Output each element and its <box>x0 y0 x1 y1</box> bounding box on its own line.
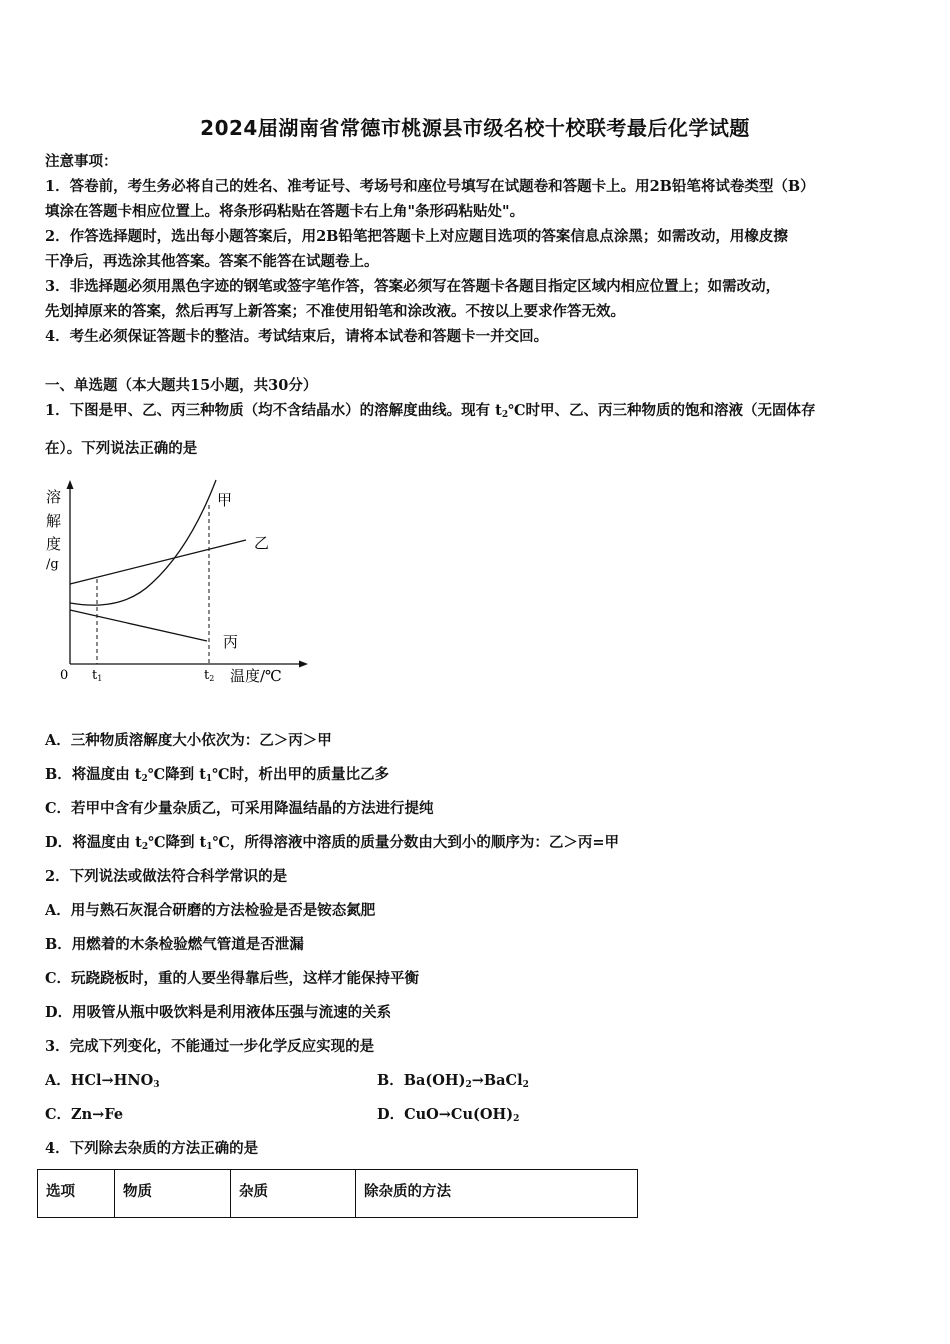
q3-option-d: D．$CuO\to Cu(OH)_2$ <box>377 1106 520 1124</box>
table-header-cell: 物质 <box>115 1170 231 1218</box>
q2-option-b: B．用燃着的木条检验燃气管道是否泄漏 <box>45 936 304 953</box>
q1-option-b: B．将温度由 $t_2℃$降到 $t_1℃$时，析出甲的质量比乙多 <box>45 766 390 784</box>
q2-stem: 2．下列说法或做法符合科学常识的是 <box>45 868 288 885</box>
q1-option-c: C．若甲中含有少量杂质乙，可采用降温结晶的方法进行提纯 <box>45 800 434 817</box>
q4-table <box>37 1169 638 1218</box>
y-axis-arrow <box>67 480 74 489</box>
section-heading: 一、单选题（本大题共15小题，共30分） <box>45 377 318 394</box>
q1-stem-line1: 1．下图是甲、乙、丙三种物质（均不含结晶水）的溶解度曲线。现有 $t_2℃$时甲、乙、丙三种物质的饱和溶液（无固体存 <box>45 402 816 420</box>
x-axis-arrow <box>299 661 308 668</box>
page-title: 2024届湖南省常德市桃源县市级名校十校联考最后化学试题 <box>200 116 750 140</box>
table-header-cell: 选项 <box>38 1170 115 1218</box>
q1-stem-line2: 在）。下列说法正确的是 <box>45 440 198 457</box>
notice-line: 先划掉原来的答案，然后再写上新答案；不准使用铅笔和涂改液。不按以上要求作答无效。 <box>45 303 625 320</box>
y-label-char: 解 <box>46 512 62 530</box>
notice-line: 2．作答选择题时，选出每小题答案后，用2B铅笔把答题卡上对应题目选项的答案信息点涂黑；如需改动，用橡皮擦 <box>45 228 788 245</box>
series-label-bing: 丙 <box>223 633 239 651</box>
notice-line: 4．考生必须保证答题卡的整洁。考试结束后，请将本试卷和答题卡一并交回。 <box>45 328 549 345</box>
q3-option-c: C．Zn→Fe <box>45 1106 124 1123</box>
q2-option-d: D．用吸管从瓶中吸饮料是利用液体压强与流速的关系 <box>45 1004 392 1021</box>
curve-bing <box>70 610 207 641</box>
notice-line: 干净后，再选涂其他答案。答案不能答在试题卷上。 <box>45 253 379 270</box>
series-label-jia: 甲 <box>217 491 233 509</box>
solubility-chart <box>40 478 320 693</box>
q3-stem: 3．完成下列变化，不能通过一步化学反应实现的是 <box>45 1038 375 1055</box>
q1-option-d: D．将温度由 $t_2℃$降到 $t_1℃$，所得溶液中溶质的质量分数由大到小的顺序为：乙＞丙=甲 <box>45 834 620 852</box>
notice-line: 填涂在答题卡相应位置上。将条形码粘贴在答题卡右上角"条形码粘贴处"。 <box>45 203 525 220</box>
y-label-char: 溶 <box>46 488 62 506</box>
table-header-row <box>38 1170 638 1218</box>
q2-option-a: A．用与熟石灰混合研磨的方法检验是否是铵态氮肥 <box>45 902 376 919</box>
x-tick-t2: t2 <box>204 668 215 683</box>
notice-line: 3．非选择题必须用黑色字迹的钢笔或签字笔作答，答案必须写在答题卡各题目指定区域内相应位置上；如需改动， <box>45 278 781 295</box>
origin-label: 0 <box>60 668 69 683</box>
notice-heading: 注意事项： <box>45 153 118 170</box>
y-label-char: /g <box>46 557 59 572</box>
series-label-yi: 乙 <box>254 534 270 552</box>
q1-option-a: A．三种物质溶解度大小依次为：乙＞丙＞甲 <box>45 732 332 749</box>
q4-stem: 4．下列除去杂质的方法正确的是 <box>45 1140 259 1157</box>
notice-line: 1．答卷前，考生务必将自己的姓名、准考证号、考场号和座位号填写在试题卷和答题卡上。用2B铅笔将试卷类型（B） <box>45 178 815 195</box>
y-label-char: 度 <box>46 535 62 553</box>
table-header-cell: 除杂质的方法 <box>356 1170 638 1218</box>
q3-option-b: B．$Ba(OH)_2\to BaCl_2$ <box>377 1072 529 1090</box>
table-header-cell: 杂质 <box>231 1170 356 1218</box>
curve-jia <box>70 480 216 605</box>
x-tick-t1: t1 <box>92 668 103 683</box>
q3-option-a: A．$HCl\to HNO_3$ <box>45 1072 160 1090</box>
x-axis-label: 温度/℃ <box>230 667 282 685</box>
q2-option-c: C．玩跷跷板时，重的人要坐得靠后些，这样才能保持平衡 <box>45 970 420 987</box>
